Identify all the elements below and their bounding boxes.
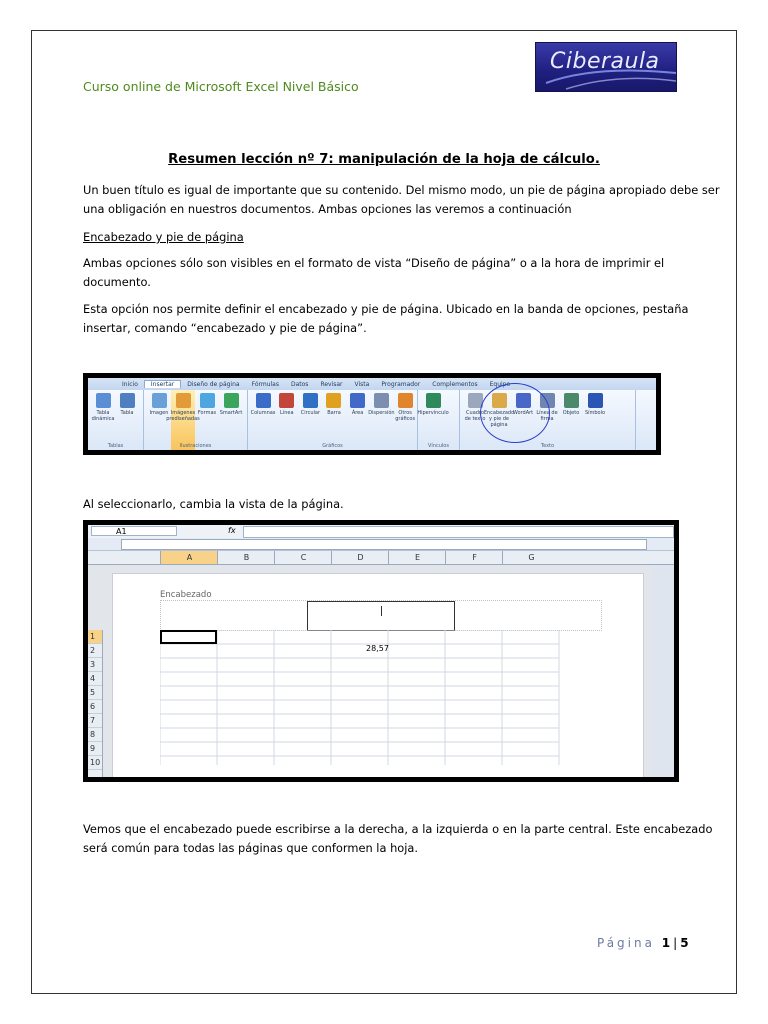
ribbon-group-label: Vínculos [428,443,449,449]
hyperlink-button[interactable] [417,390,449,450]
highlight-circle [480,380,550,443]
select-paragraph: Al seleccionarlo, cambia la vista de la página. [83,497,344,511]
row-header-7[interactable]: 7 [88,714,102,728]
lesson-title: Resumen lección nº 7: manipulación de la hoja de cálculo. [168,152,600,167]
smartart-icon [224,393,239,408]
header-label: Encabezado [160,590,212,600]
ribbon-group-vínculos [418,390,460,450]
ribbon-tab-vista[interactable]: Vista [354,380,370,388]
ribbon-tab-datos[interactable]: Datos [290,380,309,388]
fx-icon: fx [228,526,236,535]
ribbon-group-label: Texto [540,443,555,449]
footer-page-number: 1 [661,936,671,950]
page-footer [597,936,689,950]
ribbon-group-tablas [88,390,144,450]
section-subheading: Encabezado y pie de página [83,230,244,244]
hyperlink-icon [426,393,441,408]
ribbon-tab-fórmulas[interactable]: Fórmulas [251,380,279,388]
ribbon-button-label: Otros gráficos [395,410,416,422]
ribbon-button-label: Símbolo [584,410,606,416]
table-icon [120,393,135,408]
column-chart-icon [256,393,271,408]
conclusion-paragraph: Vemos que el encabezado puede escribirse a la derecha, a la izquierda o en la parte central. Este encabezado será común para todas las páginas que conformen la hoja. [83,822,713,855]
row-header-3[interactable]: 3 [88,658,102,672]
column-header-c[interactable]: C [274,551,332,564]
ribbon-button-label: Tabla [120,410,134,416]
ribbon-button-label: Imágenes prediseñadas [166,410,200,422]
footer-page-word: Página [597,936,655,950]
ribbon-button-label: Área [351,410,364,416]
ribbon-button-label: Cuadro de texto [464,410,486,422]
location-paragraph: Esta opción nos permite definir el encabezado y pie de página. Ubicado en la banda de opciones, pestaña insertar, comando “encabezado y pie de página”. [83,302,689,335]
symbol-icon [588,393,603,408]
column-header-a[interactable]: A [160,551,218,564]
ribbon-button-label: Barra [327,410,341,416]
ribbon-screenshot [83,373,661,455]
object-icon [564,393,579,408]
ribbon-button-label: Encabezado y pie de página [483,410,515,428]
excel-screenshot [83,520,679,782]
pivot-table-button[interactable] [91,390,115,450]
other-chart-button[interactable] [393,390,417,450]
name-box: A1 [91,526,177,536]
header-center-box [307,601,455,631]
line-chart-icon [279,393,294,408]
column-header-b[interactable]: B [217,551,275,564]
shapes-button[interactable] [195,390,219,450]
ribbon-body [88,390,656,450]
visibility-paragraph: Ambas opciones sólo son visibles en el formato de vista “Diseño de página” o a la hora de imprimir el documento. [83,256,665,289]
bar-chart-icon [326,393,341,408]
row-header-5[interactable]: 5 [88,686,102,700]
area-chart-icon [350,393,365,408]
symbol-button[interactable] [583,390,607,450]
ribbon-button-label: Dispersión [368,410,395,416]
clipart-icon [176,393,191,408]
ribbon-tab-complementos[interactable]: Complementos [432,380,478,388]
ribbon-button-label: Circular [300,410,321,416]
pivot-table-icon [96,393,111,408]
ribbon-button-label: Imagen [149,410,169,416]
formula-bar [88,525,674,539]
scatter-chart-button[interactable] [369,390,393,450]
row-header-10[interactable]: 10 [88,756,102,770]
ribbon-group-label: Ilustraciones [179,443,212,449]
ribbon-button-label: Columnas [250,410,276,416]
footer-separator: | [673,936,678,950]
ribbon-tab-programador[interactable]: Programador [381,380,421,388]
cell-grid [160,630,564,765]
object-button[interactable] [559,390,583,450]
row-header-6[interactable]: 6 [88,700,102,714]
ribbon-button-label: Objeto [562,410,580,416]
ribbon-tab-revisar[interactable]: Revisar [320,380,343,388]
ribbon-button-label: Línea de firma [536,410,558,422]
ribbon-button-label: WordArt [512,410,534,416]
ribbon-group-ilustraciones [144,390,248,450]
course-title: Curso online de Microsoft Excel Nivel Básico [83,79,359,94]
ribbon-group-label: Tablas [107,443,124,449]
ribbon-tab-inicio[interactable]: Inicio [122,380,138,388]
column-header-f[interactable]: F [445,551,503,564]
column-header-g[interactable]: G [502,551,560,564]
formula-input [243,526,674,538]
footer-total-pages: 5 [680,936,689,950]
row-header-8[interactable]: 8 [88,728,102,742]
column-header-d[interactable]: D [331,551,389,564]
ruler [88,538,674,551]
row-header-1[interactable]: 1 [88,630,102,644]
picture-icon [152,393,167,408]
row-headers [88,630,103,777]
ciberaula-logo [535,42,677,92]
row-header-2[interactable]: 2 [88,644,102,658]
ribbon-group-label: Gráficos [322,443,343,449]
smartart-button[interactable] [219,390,243,450]
row-header-4[interactable]: 4 [88,672,102,686]
pie-chart-icon [303,393,318,408]
ribbon-group-gráficos [248,390,418,450]
ribbon-button-label: SmartArt [219,410,243,416]
logo-text: Ciberaula [550,49,660,74]
ribbon-button-label: Hipervínculo [417,410,449,416]
ribbon-tab-equipo[interactable]: Equipo [489,380,511,388]
scatter-chart-icon [374,393,389,408]
pie-chart-button[interactable] [299,390,323,450]
column-header-e[interactable]: E [388,551,446,564]
column-headers [88,551,674,565]
table-button[interactable] [115,390,139,450]
shapes-icon [200,393,215,408]
ribbon-tab-insertar[interactable]: Insertar [144,380,181,388]
ribbon-tab-bar [88,378,656,390]
other-chart-icon [398,393,413,408]
ribbon-button-label: Tabla dinámica [91,410,115,422]
cell-d2-value: 28,57 [366,644,389,653]
ribbon-tab-diseño-de-página[interactable]: Diseño de página [187,380,240,388]
ribbon-button-label: Formas [197,410,217,416]
intro-paragraph: Un buen título es igual de importante que su contenido. Del mismo modo, un pie de página apropiado debe ser una obligación en nuestros documentos. Ambas opciones las veremos a continuación [83,183,720,216]
row-header-9[interactable]: 9 [88,742,102,756]
ribbon-button-label: Línea [280,410,294,416]
bar-chart-button[interactable] [322,390,346,450]
vertical-scrollbar [652,565,674,777]
column-chart-button[interactable] [251,390,275,450]
active-cell-a1 [161,631,216,643]
line-chart-button[interactable] [275,390,299,450]
area-chart-button[interactable] [346,390,370,450]
